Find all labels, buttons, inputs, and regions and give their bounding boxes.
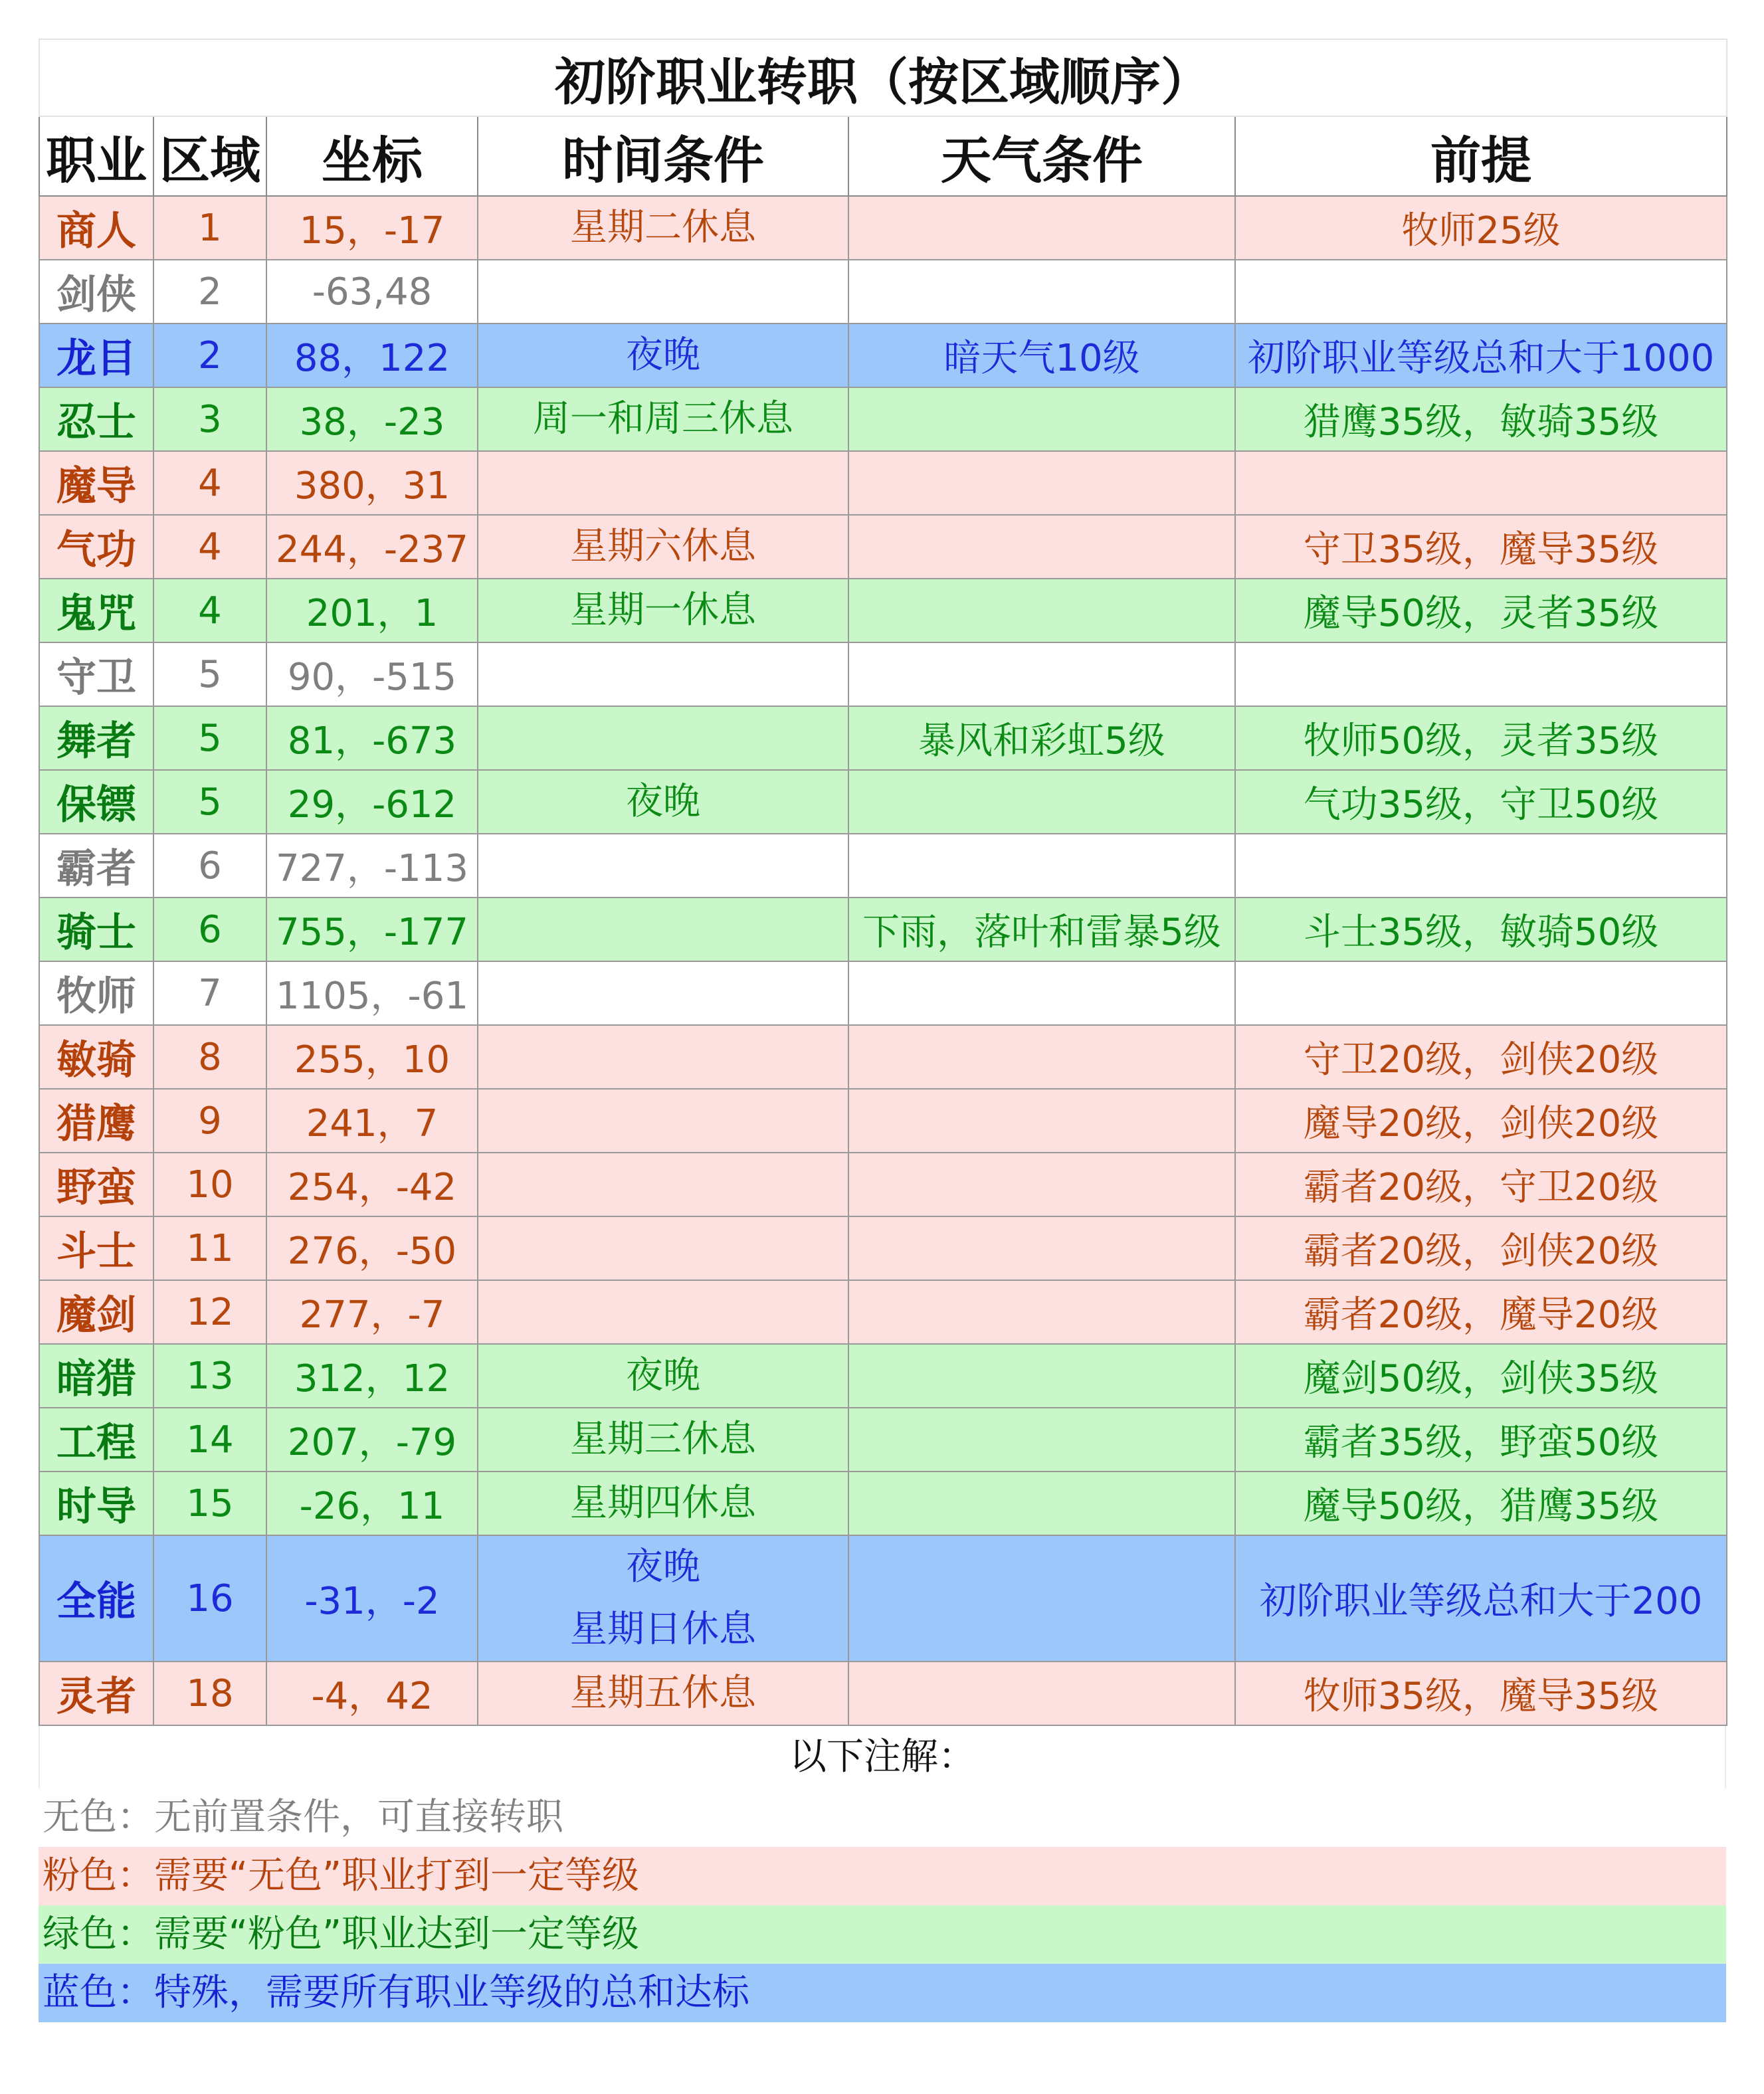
prerequisite-cell: 猎鹰35级，敏骑35级 bbox=[1235, 387, 1727, 451]
job-cell: 龙目 bbox=[39, 324, 153, 387]
coord-cell: 755，-177 bbox=[266, 898, 478, 961]
time-cell bbox=[478, 1408, 848, 1472]
job-cell: 猎鹰 bbox=[39, 1089, 153, 1153]
prerequisite-cell: 斗士35级，敏骑50级 bbox=[1235, 898, 1727, 961]
prerequisite-cell: 魔导20级，剑侠20级 bbox=[1235, 1089, 1727, 1153]
table-row bbox=[39, 1408, 1727, 1472]
table-row bbox=[39, 451, 1727, 515]
coord-cell: 201，1 bbox=[266, 579, 478, 642]
area-cell: 6 bbox=[153, 834, 266, 898]
prerequisite-cell: 牧师50级，灵者35级 bbox=[1235, 706, 1727, 770]
prerequisite-cell: 守卫20级，剑侠20级 bbox=[1235, 1025, 1727, 1089]
table-row bbox=[39, 834, 1727, 898]
job-cell: 商人 bbox=[39, 196, 153, 260]
time-condition: 星期六休息 bbox=[570, 525, 756, 568]
area-cell: 2 bbox=[153, 260, 266, 324]
job-cell: 鬼咒 bbox=[39, 579, 153, 642]
area-cell: 10 bbox=[153, 1153, 266, 1216]
prerequisite-cell: 霸者20级，剑侠20级 bbox=[1235, 1216, 1727, 1280]
area-cell: 3 bbox=[153, 387, 266, 451]
prerequisite-cell: 初阶职业等级总和大于1000 bbox=[1235, 324, 1727, 387]
table-row bbox=[39, 1662, 1727, 1725]
time-condition: 星期四休息 bbox=[570, 1481, 756, 1525]
prerequisite-cell: 魔剑50级，剑侠35级 bbox=[1235, 1344, 1727, 1408]
note-none: 无色：无前置条件，可直接转职 bbox=[39, 1788, 1726, 1847]
time-condition: 周一和周三休息 bbox=[533, 397, 793, 440]
table-row bbox=[39, 387, 1727, 451]
header-job: 职业 bbox=[39, 116, 153, 196]
coord-cell: 276，-50 bbox=[266, 1216, 478, 1280]
job-cell: 敏骑 bbox=[39, 1025, 153, 1089]
job-cell: 舞者 bbox=[39, 706, 153, 770]
table-row bbox=[39, 1216, 1727, 1280]
job-cell: 牧师 bbox=[39, 961, 153, 1025]
coord-cell: 254，-42 bbox=[266, 1153, 478, 1216]
table-row bbox=[39, 961, 1727, 1025]
coord-cell: 207，-79 bbox=[266, 1408, 478, 1472]
coord-cell: 241，7 bbox=[266, 1089, 478, 1153]
weather-cell: 暴风和彩虹5级 bbox=[848, 706, 1235, 770]
time-cell bbox=[478, 387, 848, 451]
prerequisite-cell bbox=[1235, 834, 1727, 898]
prerequisite-cell: 魔导50级，猎鹰35级 bbox=[1235, 1472, 1727, 1535]
coord-cell: 380，31 bbox=[266, 451, 478, 515]
weather-cell bbox=[848, 770, 1235, 834]
note-blue: 蓝色：特殊，需要所有职业等级的总和达标 bbox=[39, 1964, 1726, 2022]
time-condition: 星期三休息 bbox=[570, 1418, 756, 1461]
coord-cell: 244，-237 bbox=[266, 515, 478, 579]
time-condition: 夜晚 bbox=[626, 1354, 700, 1397]
area-cell: 4 bbox=[153, 451, 266, 515]
table-row bbox=[39, 898, 1727, 961]
job-cell: 气功 bbox=[39, 515, 153, 579]
weather-cell: 下雨，落叶和雷暴5级 bbox=[848, 898, 1235, 961]
coord-cell: 88，122 bbox=[266, 324, 478, 387]
area-cell: 13 bbox=[153, 1344, 266, 1408]
note-green: 绿色：需要“粉色”职业达到一定等级 bbox=[39, 1905, 1726, 1964]
header-prerequisite: 前提 bbox=[1235, 116, 1727, 196]
coord-cell: 255，10 bbox=[266, 1025, 478, 1089]
prerequisite-cell: 气功35级，守卫50级 bbox=[1235, 770, 1727, 834]
header-time: 时间条件 bbox=[478, 116, 848, 196]
table-row bbox=[39, 1535, 1727, 1662]
area-cell: 2 bbox=[153, 324, 266, 387]
time-cell bbox=[478, 1153, 848, 1216]
time-condition: 星期日休息 bbox=[570, 1608, 756, 1651]
table-row bbox=[39, 1025, 1727, 1089]
weather-cell bbox=[848, 961, 1235, 1025]
prerequisite-cell: 牧师35级，魔导35级 bbox=[1235, 1662, 1727, 1725]
weather-cell bbox=[848, 834, 1235, 898]
area-cell: 9 bbox=[153, 1089, 266, 1153]
table-row bbox=[39, 770, 1727, 834]
job-cell: 剑侠 bbox=[39, 260, 153, 324]
prerequisite-cell: 霸者20级，守卫20级 bbox=[1235, 1153, 1727, 1216]
weather-cell bbox=[848, 515, 1235, 579]
job-cell: 灵者 bbox=[39, 1662, 153, 1725]
prerequisite-cell bbox=[1235, 961, 1727, 1025]
time-cell bbox=[478, 579, 848, 642]
table-row bbox=[39, 1472, 1727, 1535]
time-cell bbox=[478, 961, 848, 1025]
time-cell bbox=[478, 260, 848, 324]
weather-cell bbox=[848, 1535, 1235, 1662]
job-cell: 斗士 bbox=[39, 1216, 153, 1280]
job-cell: 忍士 bbox=[39, 387, 153, 451]
job-cell: 暗猎 bbox=[39, 1344, 153, 1408]
time-cell bbox=[478, 1280, 848, 1344]
weather-cell bbox=[848, 1153, 1235, 1216]
time-cell bbox=[478, 642, 848, 706]
area-cell: 18 bbox=[153, 1662, 266, 1725]
weather-cell bbox=[848, 1280, 1235, 1344]
weather-cell bbox=[848, 1662, 1235, 1725]
table-body bbox=[39, 196, 1727, 1725]
prerequisite-cell: 霸者35级，野蛮50级 bbox=[1235, 1408, 1727, 1472]
area-cell: 5 bbox=[153, 706, 266, 770]
weather-cell bbox=[848, 579, 1235, 642]
time-condition: 星期二休息 bbox=[570, 206, 756, 249]
weather-cell: 暗天气10级 bbox=[848, 324, 1235, 387]
job-cell: 工程 bbox=[39, 1408, 153, 1472]
area-cell: 12 bbox=[153, 1280, 266, 1344]
table-row bbox=[39, 706, 1727, 770]
job-cell: 全能 bbox=[39, 1535, 153, 1662]
job-transfer-sheet bbox=[39, 39, 1726, 2022]
note-pink: 粉色：需要“无色”职业打到一定等级 bbox=[39, 1847, 1726, 1905]
coord-cell: 1105，-61 bbox=[266, 961, 478, 1025]
area-cell: 15 bbox=[153, 1472, 266, 1535]
time-cell bbox=[478, 1662, 848, 1725]
prerequisite-cell bbox=[1235, 642, 1727, 706]
time-condition: 星期五休息 bbox=[570, 1671, 756, 1715]
time-cell bbox=[478, 1089, 848, 1153]
coord-cell: 38，-23 bbox=[266, 387, 478, 451]
prerequisite-cell bbox=[1235, 451, 1727, 515]
time-cell bbox=[478, 834, 848, 898]
area-cell: 5 bbox=[153, 642, 266, 706]
job-cell: 魔导 bbox=[39, 451, 153, 515]
coord-cell: 727，-113 bbox=[266, 834, 478, 898]
weather-cell bbox=[848, 260, 1235, 324]
area-cell: 5 bbox=[153, 770, 266, 834]
header-coord: 坐标 bbox=[266, 116, 478, 196]
area-cell: 4 bbox=[153, 515, 266, 579]
table-row bbox=[39, 260, 1727, 324]
time-condition: 夜晚 bbox=[626, 780, 700, 823]
weather-cell bbox=[848, 642, 1235, 706]
area-cell: 6 bbox=[153, 898, 266, 961]
weather-cell bbox=[848, 1472, 1235, 1535]
table-row bbox=[39, 324, 1727, 387]
weather-cell bbox=[848, 387, 1235, 451]
weather-cell bbox=[848, 1025, 1235, 1089]
header-area: 区域 bbox=[153, 116, 266, 196]
coord-cell: -4，42 bbox=[266, 1662, 478, 1725]
notes-list bbox=[39, 1788, 1726, 2022]
job-cell: 守卫 bbox=[39, 642, 153, 706]
coord-cell: 81，-673 bbox=[266, 706, 478, 770]
job-cell: 时导 bbox=[39, 1472, 153, 1535]
area-cell: 14 bbox=[153, 1408, 266, 1472]
table-row bbox=[39, 196, 1727, 260]
table-row bbox=[39, 1089, 1727, 1153]
header-row bbox=[39, 116, 1727, 196]
time-cell bbox=[478, 1535, 848, 1662]
time-cell bbox=[478, 770, 848, 834]
coord-cell: -31，-2 bbox=[266, 1535, 478, 1662]
weather-cell bbox=[848, 1344, 1235, 1408]
coord-cell: -63,48 bbox=[266, 260, 478, 324]
area-cell: 4 bbox=[153, 579, 266, 642]
time-cell bbox=[478, 898, 848, 961]
prerequisite-cell: 霸者20级，魔导20级 bbox=[1235, 1280, 1727, 1344]
time-cell bbox=[478, 196, 848, 260]
time-cell bbox=[478, 1344, 848, 1408]
time-cell bbox=[478, 324, 848, 387]
coord-cell: 90，-515 bbox=[266, 642, 478, 706]
time-condition: 夜晚 bbox=[626, 1545, 700, 1588]
coord-cell: 29，-612 bbox=[266, 770, 478, 834]
weather-cell bbox=[848, 1408, 1235, 1472]
time-cell bbox=[478, 706, 848, 770]
job-cell: 魔剑 bbox=[39, 1280, 153, 1344]
area-cell: 8 bbox=[153, 1025, 266, 1089]
table-row bbox=[39, 579, 1727, 642]
area-cell: 1 bbox=[153, 196, 266, 260]
table-row bbox=[39, 1344, 1727, 1408]
job-cell: 骑士 bbox=[39, 898, 153, 961]
table-row bbox=[39, 515, 1727, 579]
weather-cell bbox=[848, 1216, 1235, 1280]
prerequisite-cell: 初阶职业等级总和大于200 bbox=[1235, 1535, 1727, 1662]
coord-cell: 15，-17 bbox=[266, 196, 478, 260]
coord-cell: 312，12 bbox=[266, 1344, 478, 1408]
time-cell bbox=[478, 515, 848, 579]
time-cell bbox=[478, 1216, 848, 1280]
table-row bbox=[39, 1153, 1727, 1216]
time-cell bbox=[478, 1025, 848, 1089]
prerequisite-cell bbox=[1235, 260, 1727, 324]
job-cell: 保镖 bbox=[39, 770, 153, 834]
header-weather: 天气条件 bbox=[848, 116, 1235, 196]
job-transfer-table bbox=[39, 39, 1727, 1726]
weather-cell bbox=[848, 196, 1235, 260]
job-cell: 霸者 bbox=[39, 834, 153, 898]
time-condition: 星期一休息 bbox=[570, 589, 756, 632]
time-cell bbox=[478, 1472, 848, 1535]
prerequisite-cell: 牧师25级 bbox=[1235, 196, 1727, 260]
weather-cell bbox=[848, 1089, 1235, 1153]
prerequisite-cell: 守卫35级，魔导35级 bbox=[1235, 515, 1727, 579]
table-title: 初阶职业转职（按区域顺序） bbox=[39, 39, 1727, 116]
coord-cell: 277，-7 bbox=[266, 1280, 478, 1344]
prerequisite-cell: 魔导50级，灵者35级 bbox=[1235, 579, 1727, 642]
table-row bbox=[39, 642, 1727, 706]
time-condition: 夜晚 bbox=[626, 333, 700, 377]
area-cell: 11 bbox=[153, 1216, 266, 1280]
weather-cell bbox=[848, 451, 1235, 515]
table-row bbox=[39, 1280, 1727, 1344]
job-cell: 野蛮 bbox=[39, 1153, 153, 1216]
time-cell bbox=[478, 451, 848, 515]
coord-cell: -26，11 bbox=[266, 1472, 478, 1535]
area-cell: 7 bbox=[153, 961, 266, 1025]
area-cell: 16 bbox=[153, 1535, 266, 1662]
notes-title: 以下注解： bbox=[39, 1726, 1726, 1788]
